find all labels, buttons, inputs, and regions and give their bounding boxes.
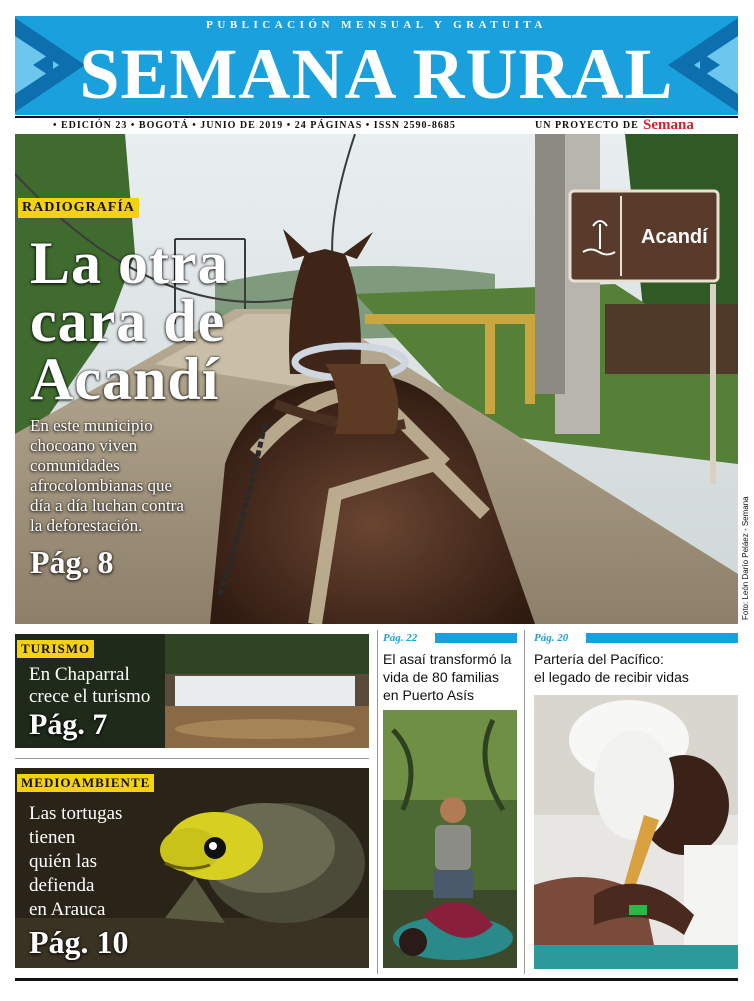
asai-headline-line: vida de 80 familias: [383, 669, 499, 685]
semana-brand[interactable]: Semana: [643, 117, 694, 133]
hero-deck: [30, 416, 184, 536]
edition-info: • EDICIÓN 23 • BOGOTÁ • JUNIO DE 2019 • 24 PÁGINAS • ISSN 2590-8685: [53, 120, 456, 131]
medioambiente-section-label: MEDIOAMBIENTE: [17, 774, 154, 792]
medioambiente-page-ref[interactable]: Pág. 10: [29, 924, 129, 960]
hero-deck-line: día a día luchan contra: [30, 496, 184, 515]
medioambiente-headline-line: Las tortugas: [29, 803, 123, 824]
turismo-section-label: TURISMO: [17, 640, 94, 658]
photo-credit: Foto: León Darío Peláez - Semana: [741, 496, 750, 620]
asai-page-ref[interactable]: Pág. 22: [383, 632, 418, 644]
asai-story[interactable]: [383, 630, 517, 970]
hero-headline: [30, 230, 229, 412]
asai-headline-line: El asaí transformó la: [383, 651, 512, 667]
acandi-sign-text: Acandí: [641, 226, 708, 248]
asai-farmer-photo: [383, 710, 517, 968]
parteria-headline-line: Partería del Pacífico:: [534, 651, 664, 667]
medioambiente-headline: [29, 802, 122, 922]
turismo-headline-line: crece el turismo: [29, 686, 151, 707]
medioambiente-headline-line: tienen: [29, 827, 76, 848]
column-divider: [377, 630, 378, 974]
parteria-headline-line: el legado de recibir vidas: [534, 669, 689, 685]
parteria-accent-bar: [586, 633, 738, 643]
masthead: [15, 16, 738, 115]
medioambiente-headline-line: en Arauca: [29, 899, 106, 920]
hero-deck-line: comunidades: [30, 456, 120, 475]
masthead-title: SEMANA RURAL: [79, 34, 674, 114]
edition-info-bar: [15, 116, 738, 136]
midwife-photo: [534, 695, 738, 969]
hero-deck-line: la deforestación.: [30, 516, 143, 535]
column-divider: [524, 630, 525, 974]
hero-page-ref[interactable]: Pág. 8: [30, 544, 114, 580]
hero-section-label: RADIOGRAFÍA: [18, 198, 139, 218]
hero-headline-line: Acandí: [30, 346, 220, 412]
section-divider: [15, 758, 369, 759]
medioambiente-headline-line: defienda: [29, 875, 95, 896]
masthead-tagline: PUBLICACIÓN MENSUAL Y GRATUITA: [206, 19, 547, 31]
turismo-story[interactable]: [15, 634, 369, 748]
medioambiente-headline-line: quién las: [29, 851, 98, 872]
parteria-headline: [534, 650, 689, 686]
turismo-headline: [29, 664, 150, 708]
hero-headline-line: cara de: [30, 288, 226, 354]
hero-deck-line: afrocolombianas que: [30, 476, 173, 495]
asai-headline: [383, 650, 511, 704]
asai-accent-bar: [435, 633, 517, 643]
hero-deck-line: En este municipio: [30, 416, 153, 435]
turismo-page-ref[interactable]: Pág. 7: [29, 708, 108, 741]
project-label: UN PROYECTO DE: [535, 120, 639, 131]
turismo-headline-line: En Chaparral: [29, 664, 130, 685]
bottom-rule: [15, 978, 738, 981]
parteria-page-ref[interactable]: Pág. 20: [534, 632, 569, 644]
hero-story[interactable]: [15, 134, 738, 624]
parteria-story[interactable]: [534, 630, 738, 970]
hero-headline-line: La otra: [30, 230, 229, 296]
hero-deck-line: chocoano viven: [30, 436, 138, 455]
medioambiente-story[interactable]: [15, 768, 369, 968]
asai-headline-line: en Puerto Asís: [383, 687, 475, 703]
